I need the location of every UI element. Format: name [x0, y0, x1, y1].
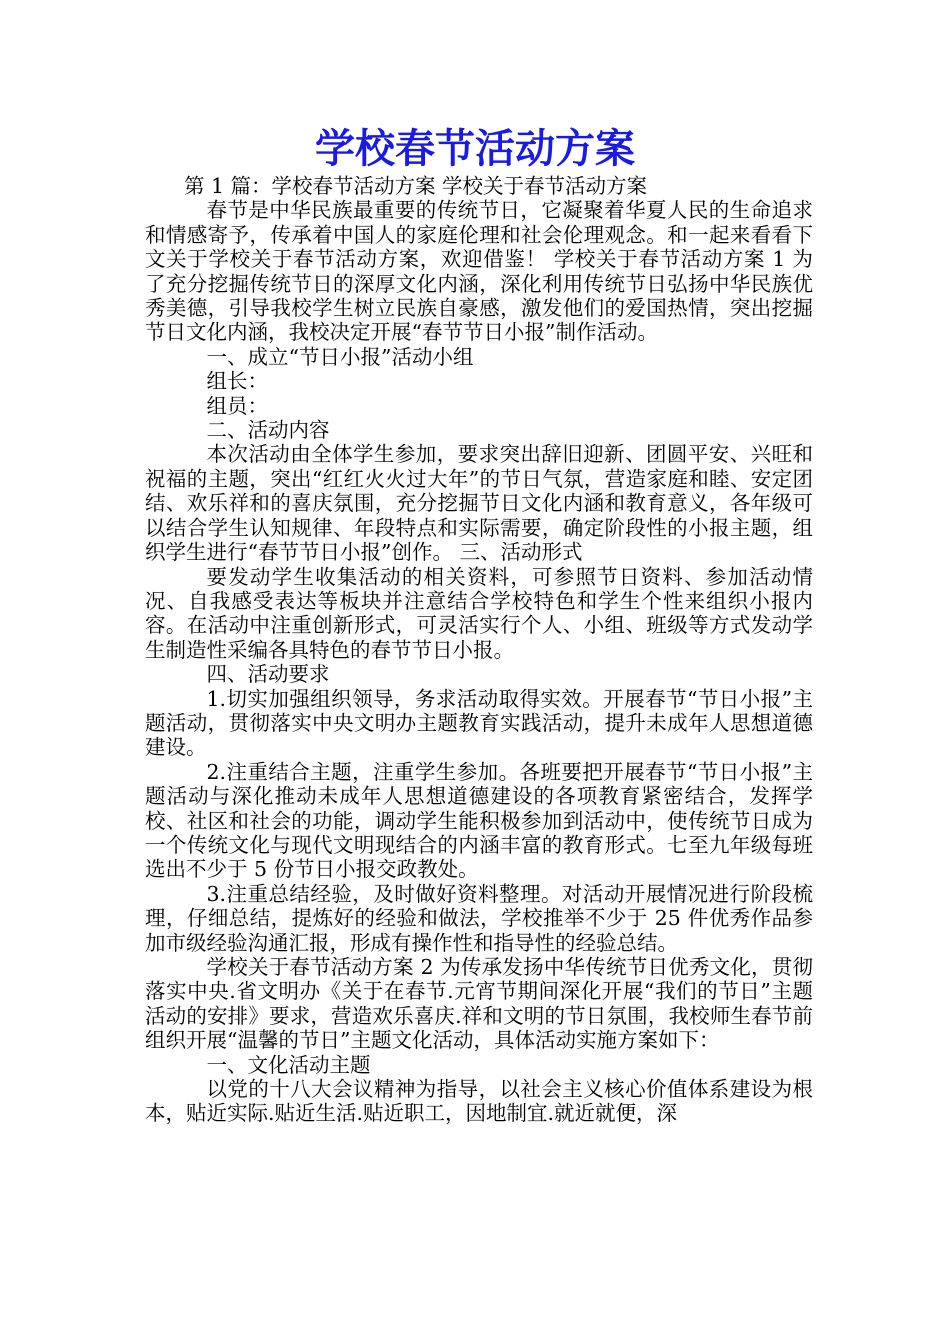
- paragraph: 组员：: [206, 393, 268, 418]
- document-body: [145, 174, 813, 1126]
- paragraph: 组长：: [206, 369, 268, 394]
- paragraph: 学校关于春节活动方案 2 为传承发扬中华传统节日优秀文化，贯彻落实中央.省文明办《关于在春节.元宵节期间深化开展“我们的节日”主题活动的安排》要求，营造欢乐喜庆.祥和文明的节日氛围，我校师生春节前组织开展“温馨的节日”主题文化活动，具体活动实施方案如下：: [145, 955, 813, 1053]
- paragraph: 第 1 篇：学校春节活动方案 学校关于春节活动方案: [183, 174, 648, 198]
- document-title: 学校春节活动方案: [315, 126, 635, 172]
- paragraph: 本次活动由全体学生参加，要求突出辞旧迎新、团圆平安、兴旺和祝福的主题，突出“红红火火过大年”的节日气氛，营造家庭和睦、安定团结、欢乐祥和的喜庆氛围，充分挖掘节日文化内涵和教育意义，各年级可以结合学生认知规律、年段特点和实际需要，确定阶段性的小报主题，组织学生进行“春节节日小报”创作。 三、活动形式: [145, 442, 813, 565]
- section-heading: 四、活动要求: [206, 662, 330, 687]
- paragraph: 春节是中华民族最重要的传统节日，它凝聚着华夏人民的生命追求和情感寄予，传承着中国人的家庭伦理和社会伦理观念。和一起来看看下文关于学校关于春节活动方案，欢迎借鉴！ 学校关于春节活动方案 1 为了充分挖掘传统节日的深厚文化内涵，深化利用传统节日弘扬中华民族优秀美德，引导我校学生树立民族自豪感，激发他们的爱国热情，突出挖掘节日文化内涵，我校决定开展“春节节日小报”制作活动。: [145, 198, 813, 345]
- section-heading: 一、文化活动主题: [206, 1052, 371, 1077]
- paragraph: 要发动学生收集活动的相关资料，可参照节日资料、参加活动情况、自我感受表达等板块并注意结合学校特色和学生个性来组织小报内容。在活动中注重创新形式，可灵活实行个人、小组、班级等方式发动学生制造性采编各具特色的春节节日小报。: [145, 564, 813, 662]
- paragraph: 3.注重总结经验，及时做好资料整理。对活动开展情况进行阶段梳理，仔细总结，提炼好的经验和做法，学校推举不少于 25 件优秀作品参加市级经验沟通汇报，形成有操作性和指导性的经验总结。: [145, 881, 813, 955]
- section-heading: 一、成立“节日小报”活动小组: [206, 344, 474, 369]
- paragraph: 2.注重结合主题，注重学生参加。各班要把开展春节“节日小报”主题活动与深化推动未成年人思想道德建设的各项教育紧密结合，发挥学校、社区和社会的功能，调动学生能积极参加到活动中，使传统节日成为一个传统文化与现代文明现结合的内涵丰富的教育形式。七至九年级每班选出不少于 5 份节日小报交政教处。: [145, 759, 813, 882]
- paragraph: 1.切实加强组织领导，务求活动取得实效。开展春节“节日小报”主题活动，贯彻落实中央文明办主题教育实践活动，提升未成年人思想道德建设。: [145, 686, 813, 760]
- section-heading: 二、活动内容: [206, 418, 330, 443]
- paragraph: 以党的十八大会议精神为指导，以社会主义核心价值体系建设为根本，贴近实际.贴近生活.贴近职工，因地制宜.就近就便，深: [145, 1077, 813, 1126]
